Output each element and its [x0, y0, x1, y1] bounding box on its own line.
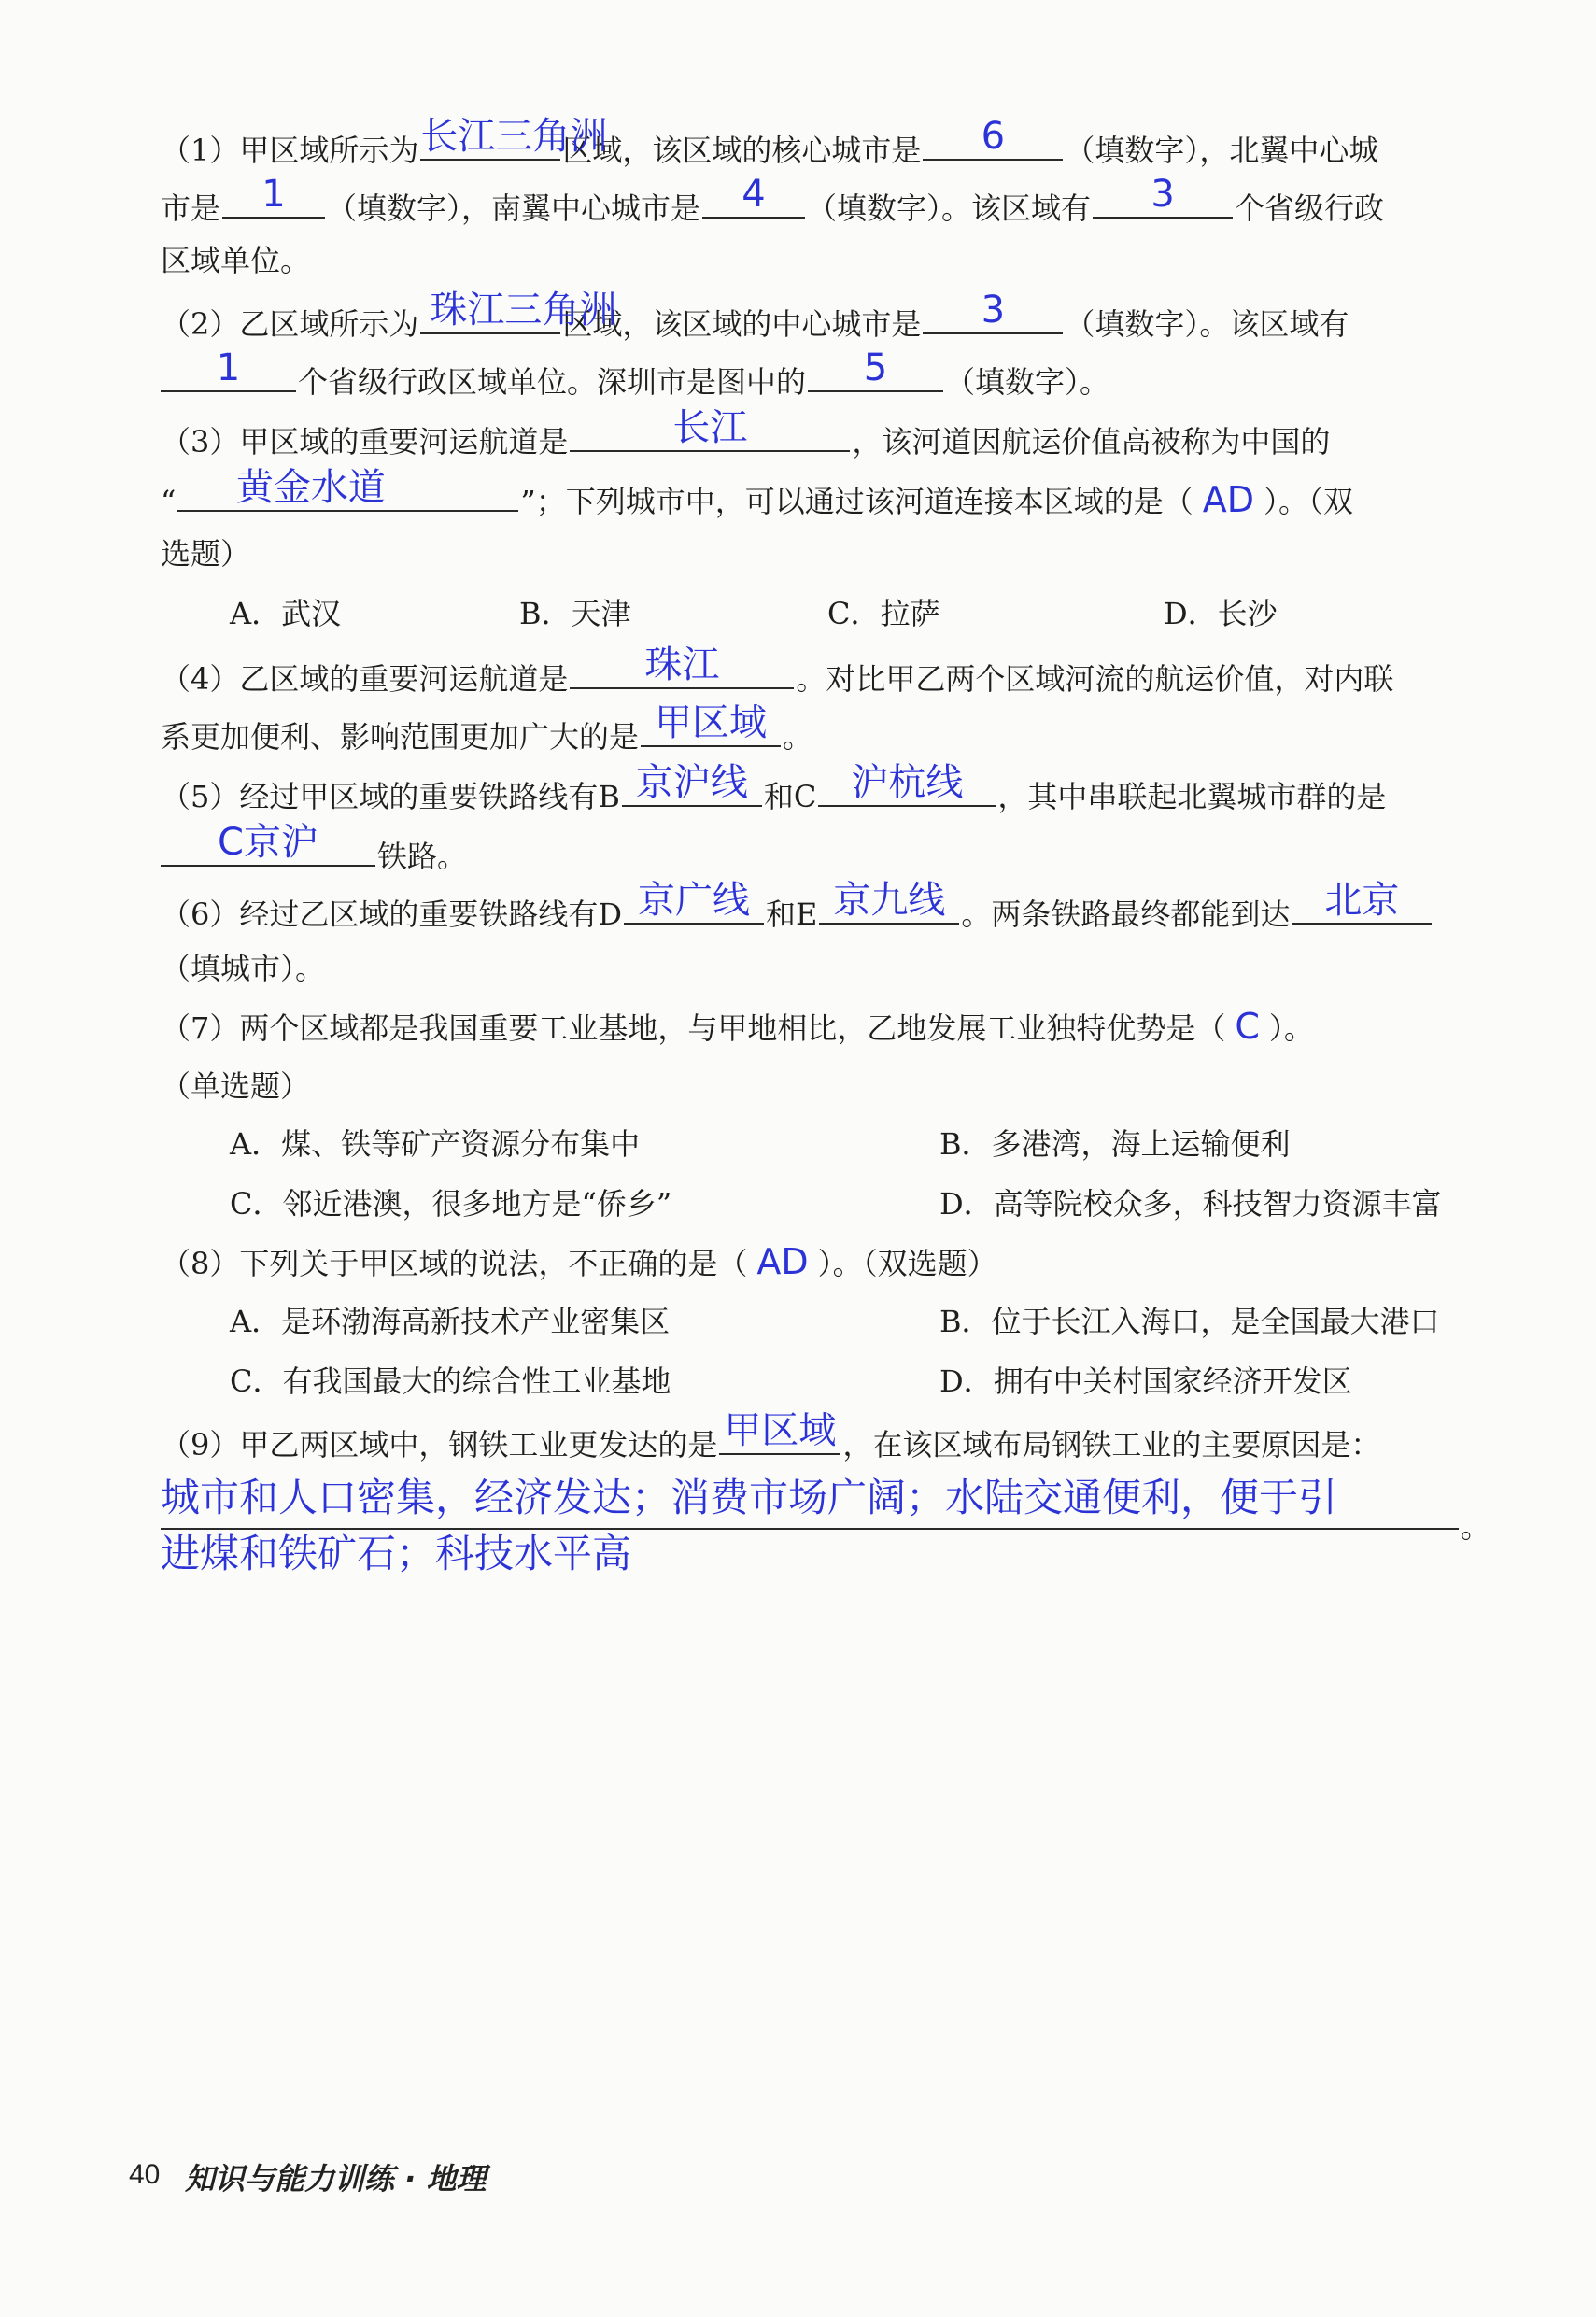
q8-option-b[interactable]: B．位于长江入海口，是全国最大港口: [939, 1304, 1440, 1339]
book-title: 知识与能力训练 · 地理: [185, 2161, 487, 2197]
q8-answer-choice: AD: [756, 1241, 809, 1282]
q6-blank-2[interactable]: 京九线: [819, 887, 959, 925]
q1-line-1: （1）甲区域所示为 长江三角洲 区域，该区域的核心城市是 6 （填数字），北翼中心城: [161, 115, 1379, 168]
q7-line-1: （7）两个区域都是我国重要工业基地，与甲地相比，乙地发展工业独特优势是（ C ）。: [161, 1006, 1314, 1047]
q2-line-2: 1 个省级行政区域单位。深圳市是图中的 5 （填数字）。: [161, 355, 1487, 403]
q7-option-b[interactable]: B．多港湾，海上运输便利: [939, 1126, 1291, 1162]
q4-blank-2[interactable]: 甲区域: [641, 710, 781, 747]
q8-option-a[interactable]: A．是环渤海高新技术产业密集区: [230, 1304, 671, 1339]
q6-line-2: （填城市）。: [161, 951, 326, 986]
q2-line-1: （2）乙区域所示为 珠江三角洲 区域，该区域的中心城市是 3 （填数字）。该区域有: [161, 289, 1349, 342]
q4-line-1: （4）乙区域的重要河运航道是 珠江 。对比甲乙两个区域河流的航运价值，对内联: [161, 643, 1394, 697]
q3-option-a[interactable]: A．武汉: [230, 596, 342, 631]
q6-line-1: （6）经过乙区域的重要铁路线有D 京广线 和E 京九线 。两条铁路最终都能到达 北京: [161, 887, 1487, 936]
q3-line-1: （3）甲区域的重要河运航道是 长江 ，该河道因航运价值高被称为中国的: [161, 406, 1331, 459]
q5-blank-3[interactable]: C京沪: [161, 829, 375, 867]
q7-option-d[interactable]: D．高等院校众多，科技智力资源丰富: [939, 1186, 1442, 1222]
q4-blank-1[interactable]: 珠江: [570, 652, 794, 689]
q2-blank-2[interactable]: 3: [923, 297, 1063, 334]
q1-blank-1[interactable]: 长江三角洲: [420, 123, 560, 161]
q5-blank-2[interactable]: 沪杭线: [818, 770, 996, 807]
q9-handwritten-answer-2: 进煤和铁矿石；科技水平高: [161, 1531, 632, 1576]
q3-option-b[interactable]: B．天津: [519, 596, 631, 631]
q3-option-d[interactable]: D．长沙: [1164, 596, 1278, 631]
q7-line-2: （单选题）: [161, 1068, 311, 1104]
q3-blank-2[interactable]: 黄金水道: [177, 474, 518, 512]
q8-line-1: （8）下列关于甲区域的说法，不正确的是（ AD ）。（双选题）: [161, 1241, 997, 1282]
page-number: 40: [129, 2159, 161, 2190]
q9-end-mark: 。: [1461, 1509, 1491, 1545]
q3-answer-choice: AD: [1202, 479, 1254, 520]
q8-option-c[interactable]: C．有我国最大的综合性工业基地: [230, 1363, 671, 1399]
q3-option-c[interactable]: C．拉萨: [827, 596, 940, 631]
q5-blank-1[interactable]: 京沪线: [622, 770, 762, 807]
q7-answer-choice: C: [1235, 1006, 1260, 1047]
q1-blank-3[interactable]: 1: [222, 181, 325, 219]
q1-blank-4[interactable]: 4: [702, 181, 805, 219]
q3-blank-1[interactable]: 长江: [570, 415, 850, 452]
q9-line-1: （9）甲乙两区域中，钢铁工业更发达的是 甲区域 ，在该区域布局钢铁工业的主要原因是：: [161, 1409, 1381, 1462]
q9-handwritten-answer-1: 城市和人口密集，经济发达；消费市场广阔；水陆交通便利，便于引: [161, 1475, 1338, 1520]
q2-blank-4[interactable]: 5: [808, 355, 943, 392]
q3-line-2: “ 黄金水道 ”；下列城市中，可以通过该河道连接本区域的是（ AD ）。（双: [161, 466, 1354, 520]
q6-blank-1[interactable]: 京广线: [624, 887, 764, 925]
q3-line-3: 选题）: [161, 536, 251, 572]
q7-option-c[interactable]: C．邻近港澳，很多地方是“侨乡”: [230, 1186, 672, 1222]
q1-line-3: 区域单位。: [161, 243, 311, 278]
q6-blank-3[interactable]: 北京: [1292, 887, 1432, 925]
q9-blank-1[interactable]: 甲区域: [719, 1418, 840, 1455]
q5-line-1: （5）经过甲区域的重要铁路线有B 京沪线 和C 沪杭线 ，其中串联起北翼城市群的是: [161, 761, 1387, 814]
q4-line-2: 系更加便利、影响范围更加广大的是 甲区域 。: [161, 701, 813, 755]
q5-line-2: C京沪 铁路。: [161, 829, 1487, 878]
q1-line-2: 市是 1 （填数字），南翼中心城市是 4 （填数字）。该区域有 3 个省级行政: [161, 173, 1385, 226]
q2-blank-1[interactable]: 珠江三角洲: [420, 297, 560, 334]
q1-blank-2[interactable]: 6: [923, 123, 1063, 161]
q1-blank-5[interactable]: 3: [1093, 181, 1233, 219]
q7-option-a[interactable]: A．煤、铁等矿产资源分布集中: [230, 1126, 641, 1162]
q8-option-d[interactable]: D．拥有中关村国家经济开发区: [939, 1363, 1352, 1399]
q2-blank-3[interactable]: 1: [161, 355, 296, 392]
